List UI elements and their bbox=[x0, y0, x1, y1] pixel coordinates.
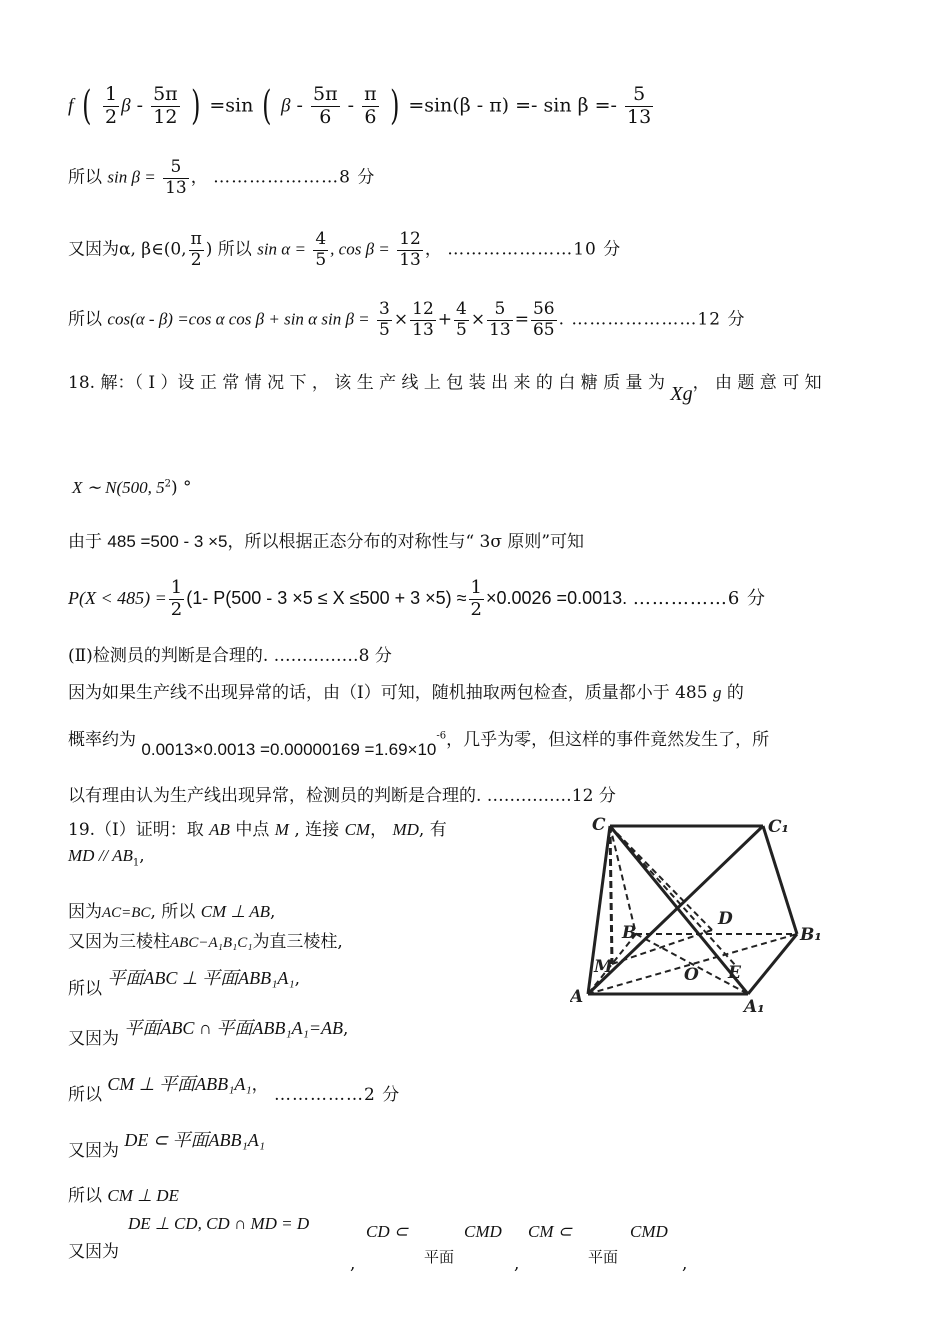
cm-perp-line bbox=[68, 1074, 401, 1105]
denominator: 2 bbox=[170, 598, 183, 620]
text: 由于 bbox=[68, 532, 102, 552]
math-expr: , cos β = bbox=[330, 239, 390, 259]
text: 所以 bbox=[68, 979, 102, 999]
denominator: 5 bbox=[456, 319, 467, 340]
numerator: 3 bbox=[379, 299, 390, 319]
numerator: 4 bbox=[315, 229, 327, 249]
text: , bbox=[294, 969, 300, 989]
equals: = bbox=[514, 309, 529, 330]
denominator: 13 bbox=[627, 105, 652, 128]
probability-value-line bbox=[68, 730, 770, 759]
fraction bbox=[313, 230, 328, 270]
math-expr: AC=BC bbox=[102, 905, 151, 921]
minus-sign: - bbox=[136, 94, 144, 117]
label-d: D bbox=[718, 909, 733, 929]
math-expr: cos(α - β) =cos α cos β + sin α sin β = bbox=[107, 309, 370, 329]
symmetry-line bbox=[68, 532, 584, 552]
math-expr: DE ⊂ 平面ABB₁A₁ bbox=[124, 1130, 265, 1150]
math-expr: CMD bbox=[630, 1222, 668, 1241]
denominator: 2 bbox=[190, 249, 202, 270]
denominator: 65 bbox=[532, 319, 555, 340]
math-expr: CM ⊥ 平面ABB₁A₁ bbox=[107, 1074, 252, 1094]
math-expr: 平面ABC ⊥ 平面ABB₁A₁ bbox=[107, 968, 295, 988]
minus-sign: - bbox=[347, 94, 355, 117]
math-expr: 0.0013×0.0013 =0.00000169 =1.69×10 bbox=[141, 740, 437, 759]
label-c: C bbox=[592, 815, 606, 835]
denominator: 13 bbox=[399, 249, 421, 270]
text: , bbox=[514, 1254, 520, 1274]
equation-line-1 bbox=[68, 84, 655, 129]
fraction bbox=[151, 84, 180, 129]
conclusion-line bbox=[68, 786, 616, 806]
denominator: 5 bbox=[315, 249, 327, 270]
right-paren: ) bbox=[190, 83, 201, 130]
text: ， bbox=[251, 1075, 269, 1095]
text: 因为如果生产线不出现异常的话，由（Ⅰ）可知，随机抽取两包检查，质量都小于 485 bbox=[68, 683, 708, 703]
text: , bbox=[343, 1019, 349, 1039]
probability-line bbox=[68, 578, 766, 620]
numerator: 56 bbox=[532, 299, 555, 319]
math-var: M bbox=[274, 820, 289, 839]
final-line bbox=[68, 1214, 768, 1284]
text: ) 所以 bbox=[205, 239, 252, 260]
times: × bbox=[470, 309, 486, 330]
text: ， bbox=[190, 167, 208, 188]
numerator: π bbox=[364, 83, 377, 105]
fraction bbox=[625, 84, 653, 129]
text: ， bbox=[370, 820, 388, 840]
math-expr: X ∼ N(500, 5 bbox=[72, 478, 165, 497]
text: 又因为 bbox=[68, 1141, 119, 1161]
text: 中点 bbox=[235, 820, 270, 840]
text: 所以 bbox=[68, 1186, 102, 1206]
fraction bbox=[362, 84, 379, 129]
denominator: 13 bbox=[412, 319, 434, 340]
text: ，所以根据正态分布的对称性与“ 3σ 原则”可知 bbox=[227, 532, 585, 552]
text: 所以 bbox=[68, 309, 102, 330]
times: × bbox=[393, 309, 409, 330]
fraction bbox=[397, 230, 423, 270]
math-expr: MD // AB bbox=[68, 846, 133, 865]
text: ， 由 题 意 可 知 bbox=[692, 373, 822, 393]
text: 平面 bbox=[588, 1248, 619, 1266]
score-marker: . …………………12 分 bbox=[558, 309, 746, 330]
math-expr: ×0.0026 =0.0013. bbox=[485, 588, 628, 609]
numerator: 1 bbox=[470, 577, 482, 598]
fraction bbox=[169, 578, 184, 620]
parallel-line bbox=[68, 846, 145, 869]
label-e: E bbox=[728, 963, 741, 983]
label-a: A bbox=[570, 987, 584, 1007]
math-expr: 平面ABC ∩ 平面ABB₁A₁=AB bbox=[124, 1018, 344, 1038]
math-expr: sin α = bbox=[257, 239, 306, 259]
reason-line bbox=[68, 683, 744, 703]
math-var: g bbox=[712, 683, 722, 702]
numerator: π bbox=[190, 229, 202, 249]
score-marker: ……………2 分 bbox=[274, 1085, 401, 1105]
numerator: 5 bbox=[163, 158, 189, 179]
denominator: 13 bbox=[489, 319, 511, 340]
math-expr: sin β = bbox=[107, 167, 156, 187]
denominator: 5 bbox=[379, 319, 390, 340]
numerator: 12 bbox=[412, 299, 434, 319]
text: 为直三棱柱, bbox=[252, 932, 343, 952]
distribution-line bbox=[72, 478, 192, 498]
left-paren: ( bbox=[262, 83, 272, 130]
fraction bbox=[487, 300, 513, 340]
label-b1: B₁ bbox=[800, 925, 822, 945]
text: 因为 bbox=[68, 902, 102, 922]
fraction bbox=[410, 300, 436, 340]
denominator: 13 bbox=[165, 177, 187, 198]
math-var: CM bbox=[344, 820, 371, 839]
text: 以有理由认为生产线出现异常，检测员的判断是合理的. ……………12 分 bbox=[68, 786, 616, 806]
prism-figure bbox=[570, 812, 835, 1021]
math-var: AB bbox=[209, 820, 230, 839]
math-expr: 485 =500 - 3 ×5 bbox=[107, 532, 228, 551]
label-b: B bbox=[622, 923, 637, 943]
text: , 连接 bbox=[294, 820, 340, 840]
equals-sin: =sin bbox=[209, 94, 254, 117]
fraction bbox=[531, 300, 557, 340]
text: 19.（Ⅰ）证明：取 bbox=[68, 820, 204, 840]
text: 18. 解：（ Ⅰ ）设 正 常 情 况 下 ， 该 生 产 线 上 包 装 出 来 的 白 糖 质 量 为 bbox=[68, 373, 665, 393]
numerator: 5π bbox=[153, 83, 178, 105]
perpendicular-planes-line bbox=[68, 968, 300, 999]
math-expr: DE ⊥ CD, CD ∩ MD = D bbox=[128, 1214, 310, 1233]
ac-bc-line bbox=[68, 902, 275, 922]
math-var: Xg bbox=[670, 383, 693, 405]
part-ii-line bbox=[68, 646, 392, 666]
math-expr: (1- P(500 - 3 ×5 ≤ X ≤500 + 3 ×5) ≈ bbox=[186, 588, 467, 609]
beta-symbol: β bbox=[281, 95, 291, 117]
prism-line bbox=[68, 932, 343, 952]
text: 又因为α, β∈(0, bbox=[68, 239, 187, 260]
numerator: 12 bbox=[399, 229, 421, 249]
numerator: 5 bbox=[625, 84, 653, 107]
text: ，几乎为零，但这样的事件竟然发生了，所 bbox=[446, 730, 770, 750]
denominator: 6 bbox=[319, 105, 332, 128]
numerator: 1 bbox=[104, 83, 118, 105]
math-expr: CM ⊂ bbox=[528, 1222, 572, 1241]
text: 的 bbox=[726, 683, 744, 703]
score-marker: ……………6 分 bbox=[632, 588, 767, 610]
math-expr: CD ⊂ bbox=[366, 1222, 409, 1241]
text: ， bbox=[424, 239, 442, 260]
denominator: 2 bbox=[470, 598, 482, 620]
text: , bbox=[139, 846, 145, 866]
text: 所以 bbox=[68, 1085, 102, 1105]
fraction bbox=[311, 84, 340, 129]
intersection-line bbox=[68, 1018, 349, 1049]
denominator: 2 bbox=[104, 105, 118, 128]
text: , 有 bbox=[418, 820, 447, 840]
text: (Ⅱ)检测员的判断是合理的. ……………8 分 bbox=[68, 646, 392, 666]
fraction bbox=[469, 578, 484, 620]
prism-diagram bbox=[570, 812, 835, 1017]
equation-middle: =sin(β - π) =- sin β =- bbox=[408, 94, 617, 117]
math-expr: ABC−A₁B₁C₁ bbox=[170, 935, 253, 951]
beta-symbol: β bbox=[121, 95, 131, 117]
math-expr: CM ⊥ AB bbox=[200, 902, 270, 921]
problem-19-intro bbox=[68, 820, 447, 840]
right-paren: ) bbox=[389, 83, 400, 130]
label-a1: A₁ bbox=[744, 997, 765, 1017]
f-symbol: f bbox=[68, 95, 74, 117]
text: 概率约为 bbox=[68, 730, 136, 750]
superscript: -6 bbox=[436, 730, 447, 742]
numerator: 5π bbox=[313, 83, 338, 105]
label-m: M bbox=[594, 957, 613, 977]
math-expr: CM ⊥ DE bbox=[107, 1186, 179, 1205]
text: 又因为 bbox=[68, 1242, 119, 1262]
math-expr: CMD bbox=[464, 1222, 502, 1241]
text: 平面 bbox=[424, 1248, 455, 1266]
numerator: 5 bbox=[487, 300, 513, 321]
problem-18-intro bbox=[68, 370, 822, 405]
fraction bbox=[189, 230, 204, 270]
label-o: O bbox=[684, 965, 699, 985]
text: , bbox=[350, 1254, 356, 1274]
left-paren: ( bbox=[82, 83, 92, 130]
equation-line-2 bbox=[68, 158, 375, 198]
minus-sign: - bbox=[296, 94, 303, 117]
math-var: MD bbox=[392, 820, 419, 839]
equation-line-3 bbox=[68, 230, 621, 270]
subscript: 1 bbox=[132, 857, 140, 869]
fraction bbox=[163, 158, 189, 198]
text: 又因为 bbox=[68, 1029, 119, 1049]
math-expr: P(X < 485) = bbox=[68, 588, 167, 609]
numerator: 4 bbox=[456, 299, 467, 319]
de-subset-line bbox=[68, 1130, 265, 1161]
denominator: 6 bbox=[364, 105, 377, 128]
score-marker: …………………10 分 bbox=[447, 239, 622, 260]
fraction bbox=[103, 84, 119, 129]
score-marker: …………………8 分 bbox=[213, 167, 376, 188]
plus: + bbox=[437, 309, 453, 330]
fraction bbox=[454, 300, 469, 340]
cm-perp-de-line bbox=[68, 1186, 179, 1206]
text: , bbox=[269, 902, 276, 922]
text: ) ° bbox=[171, 478, 192, 498]
superscript: 2 bbox=[164, 478, 172, 490]
equation-line-4 bbox=[68, 300, 745, 340]
text: , bbox=[682, 1254, 688, 1274]
numerator: 1 bbox=[170, 577, 183, 598]
text: , 所以 bbox=[150, 902, 196, 922]
denominator: 12 bbox=[153, 105, 178, 128]
text: 又因为三棱柱 bbox=[68, 932, 170, 952]
text: 所以 bbox=[68, 167, 102, 188]
fraction bbox=[377, 300, 392, 340]
label-c1: C₁ bbox=[768, 817, 789, 837]
